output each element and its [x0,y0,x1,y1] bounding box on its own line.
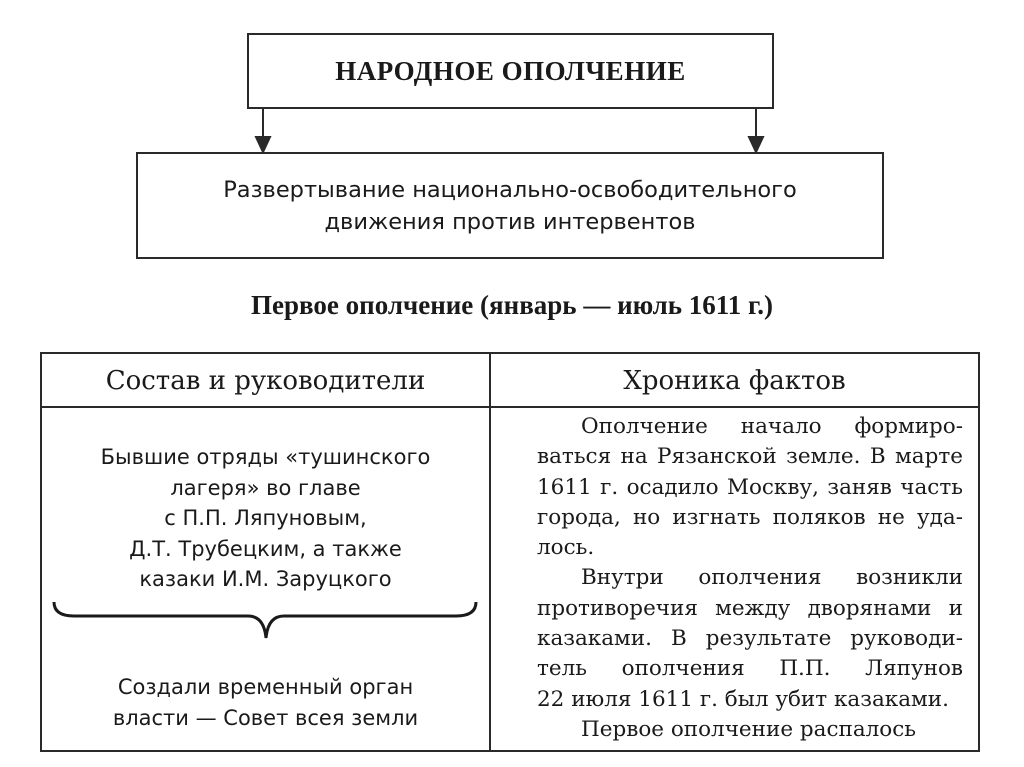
chronicle-text [537,412,963,745]
chronicle-word: Ляпунов [865,656,963,682]
chronicle-word: уда- [917,504,963,530]
section-heading: Первое ополчение (январь — июль 1611 г.) [251,290,773,320]
chronicle-word: возникли [856,565,963,591]
subtitle-line-1: Развертывание национально-освободительного [223,176,797,203]
subtitle-box [136,152,884,259]
chronicle-word: результате [705,626,832,652]
right-arrow [749,109,763,152]
composition-line: лагеря» во главе [170,475,361,500]
chronicle-word: дворянами [807,595,932,621]
chronicle-word: земле. [786,444,861,470]
chronicle-word: заняв [827,474,892,500]
composition-text [42,442,489,595]
chronicle-line [537,533,963,563]
chronicle-word: осадило [626,474,719,500]
chronicle-line [537,473,963,503]
chronicle-word: города, [537,504,621,530]
composition-line: Д.Т. Трубецким, а также [129,536,402,561]
chronicle-word: 1611 [537,474,592,500]
chronicle-words: Первое ополчение распалось [581,716,916,742]
header-divider [42,406,978,408]
chronicle-words: 22 июля 1611 г. был убит казаками. [537,686,949,712]
chronicle-word: Рязанской [657,444,777,470]
chronicle-word: Москву, [726,474,819,500]
chronicle-word: П.П. [779,656,831,682]
diagram-title: НАРОДНОЕ ОПОЛЧЕНИЕ [335,55,686,86]
chronicle-word: формиро- [854,414,963,439]
chronicle-line [537,563,963,593]
chronicle-word: поляков [772,504,866,530]
info-table [40,352,980,752]
result-text [42,672,489,733]
chronicle-line [537,624,963,654]
chronicle-word: Внутри [581,565,664,591]
chronicle-word: В [670,626,687,652]
chronicle-word: между [715,595,791,621]
chronicle-line [537,715,963,745]
chronicle-word: и [948,595,963,621]
composition-line: с П.П. Ляпуновым, [164,506,367,530]
chronicle-word: противоречия [537,595,698,621]
chronicle-word: но [632,504,661,530]
chronicle-line [537,412,963,442]
chronicle-word: ваться [537,444,612,470]
chronicle-words: лось. [537,535,595,561]
curly-brace-icon [52,600,480,642]
subtitle-line-2: движения против интервентов [324,208,696,235]
chronicle-line [537,685,963,715]
result-line: власти — Совет всея земли [112,705,419,730]
chronicle-word: В [869,444,886,470]
column-header-composition: Состав и руководители [105,366,426,396]
composition-line: казаки И.М. Заруцкого [139,567,392,591]
chronicle-word: казаками. [537,626,652,652]
chronicle-word: изгнать [672,504,761,530]
chronicle-line [537,654,963,684]
chronicle-line [537,594,963,624]
left-arrow [256,109,270,152]
composition-line: Бывшие отряды «тушинского [100,445,431,469]
chronicle-line [537,503,963,533]
chronicle-word: начало [740,414,822,439]
chronicle-word: не [877,504,905,530]
chronicle-word: на [620,444,648,470]
chronicle-word: ополчения [621,656,745,682]
chronicle-word: тель [537,656,587,682]
result-line: Создали временный орган [117,675,414,699]
chronicle-line [537,442,963,472]
chronicle-word: руководи- [850,626,963,652]
chronicle-word: марте [895,444,963,470]
column-divider [489,354,491,750]
chronicle-word: г. [600,474,619,500]
chronicle-word: Ополчение [581,414,708,439]
column-header-chronicle: Хроника фактов [623,366,846,396]
chronicle-word: часть [900,474,963,500]
chronicle-word: ополчения [698,565,822,591]
